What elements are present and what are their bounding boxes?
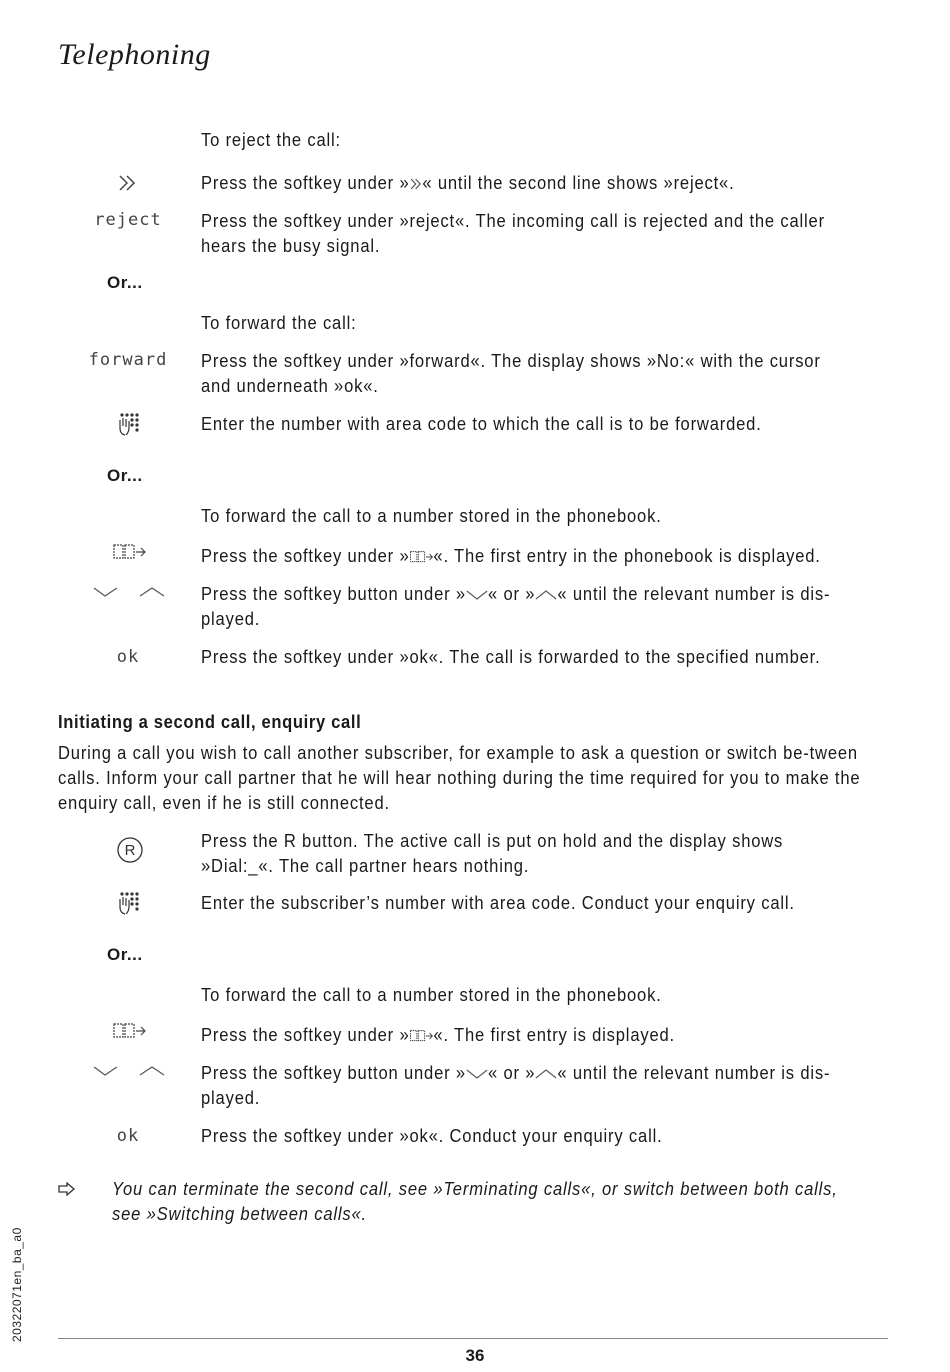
- r-button-icon: [116, 836, 144, 864]
- page-number: 36: [465, 1346, 485, 1365]
- enquiry-phonebook-step-2: Press the softkey button under » « or » « until the relevant number is dis-played.: [201, 1063, 831, 1108]
- phonebook-forward-step-1: Press the softkey under » «. The first entry in the phonebook is displayed.: [201, 546, 821, 566]
- keypad-hand-icon: [117, 412, 141, 438]
- reject-softkey-label: reject: [94, 210, 162, 230]
- up-arrow-inline-icon-2: [535, 1068, 557, 1080]
- down-arrow-inline-icon: [466, 589, 488, 601]
- forward-softkey-label: forward: [88, 350, 168, 370]
- forward-step-2: Enter the number with area code to which the call is to be forwarded.: [201, 414, 762, 434]
- phonebook-forward-step-3: Press the softkey under »ok«. The call is forwarded to the specified number.: [201, 647, 821, 667]
- up-arrow-inline-icon: [535, 589, 557, 601]
- document-code: 20322071en_ba_a0: [10, 1227, 24, 1342]
- or-label-1: Or...: [107, 273, 143, 292]
- section-heading-enquiry: Initiating a second call, enquiry call: [58, 712, 362, 732]
- enquiry-paragraph: During a call you wish to call another subscriber, for example to ask a question or switch be-tween calls. Inform your call partner that he will hear nothing during the time required for you to make the enquiry call, even if he is still connected.: [58, 743, 861, 813]
- enquiry-phonebook-step-1: Press the softkey under » «. The first entry is displayed.: [201, 1025, 675, 1045]
- down-up-arrows-icon: [93, 585, 165, 599]
- down-up-arrows-icon-2: [93, 1064, 165, 1078]
- or-label-2: Or...: [107, 466, 143, 485]
- ok-softkey-label-2: ok: [116, 1126, 140, 1146]
- reject-step-2: Press the softkey under »reject«. The incoming call is rejected and the caller hears the busy signal.: [201, 211, 825, 256]
- keypad-hand-icon-2: [117, 891, 141, 917]
- or-label-3: Or...: [107, 945, 143, 964]
- forward-step-1: Press the softkey under »forward«. The display shows »No:« with the cursor and underneath »ok«.: [201, 351, 821, 396]
- phonebook-forward-intro: To forward the call to a number stored in the phonebook.: [201, 506, 662, 526]
- page-title: Telephoning: [58, 38, 211, 71]
- phonebook-icon: [113, 543, 147, 561]
- reject-step-1: Press the softkey under » « until the second line shows »reject«.: [201, 173, 735, 193]
- enquiry-step-2: Enter the subscriber’s number with area code. Conduct your enquiry call.: [201, 893, 795, 913]
- ok-softkey-label-1: ok: [116, 647, 140, 667]
- reject-intro: To reject the call:: [201, 130, 341, 150]
- enquiry-phonebook-step-3: Press the softkey under »ok«. Conduct your enquiry call.: [201, 1126, 663, 1146]
- phonebook-inline-icon-2: [409, 1029, 433, 1043]
- enquiry-phonebook-intro: To forward the call to a number stored in the phonebook.: [201, 985, 662, 1005]
- phonebook-inline-icon: [409, 550, 433, 564]
- double-chevron-inline-icon: [409, 177, 422, 191]
- phonebook-forward-step-2: Press the softkey button under » « or » « until the relevant number is dis-played.: [201, 584, 831, 629]
- r-button-letter: R: [124, 842, 136, 859]
- enquiry-step-1: Press the R button. The active call is put on hold and the display shows »Dial:_«. The call partner hears nothing.: [201, 831, 784, 876]
- double-chevron-icon: [118, 174, 138, 192]
- footer-divider: [58, 1338, 888, 1339]
- phonebook-icon-2: [113, 1022, 147, 1040]
- note-arrow-icon: [58, 1182, 76, 1196]
- note-text: You can terminate the second call, see »Terminating calls«, or switch between both calls, see »Switching between calls«.: [112, 1179, 838, 1224]
- forward-intro: To forward the call:: [201, 313, 357, 333]
- down-arrow-inline-icon-2: [466, 1068, 488, 1080]
